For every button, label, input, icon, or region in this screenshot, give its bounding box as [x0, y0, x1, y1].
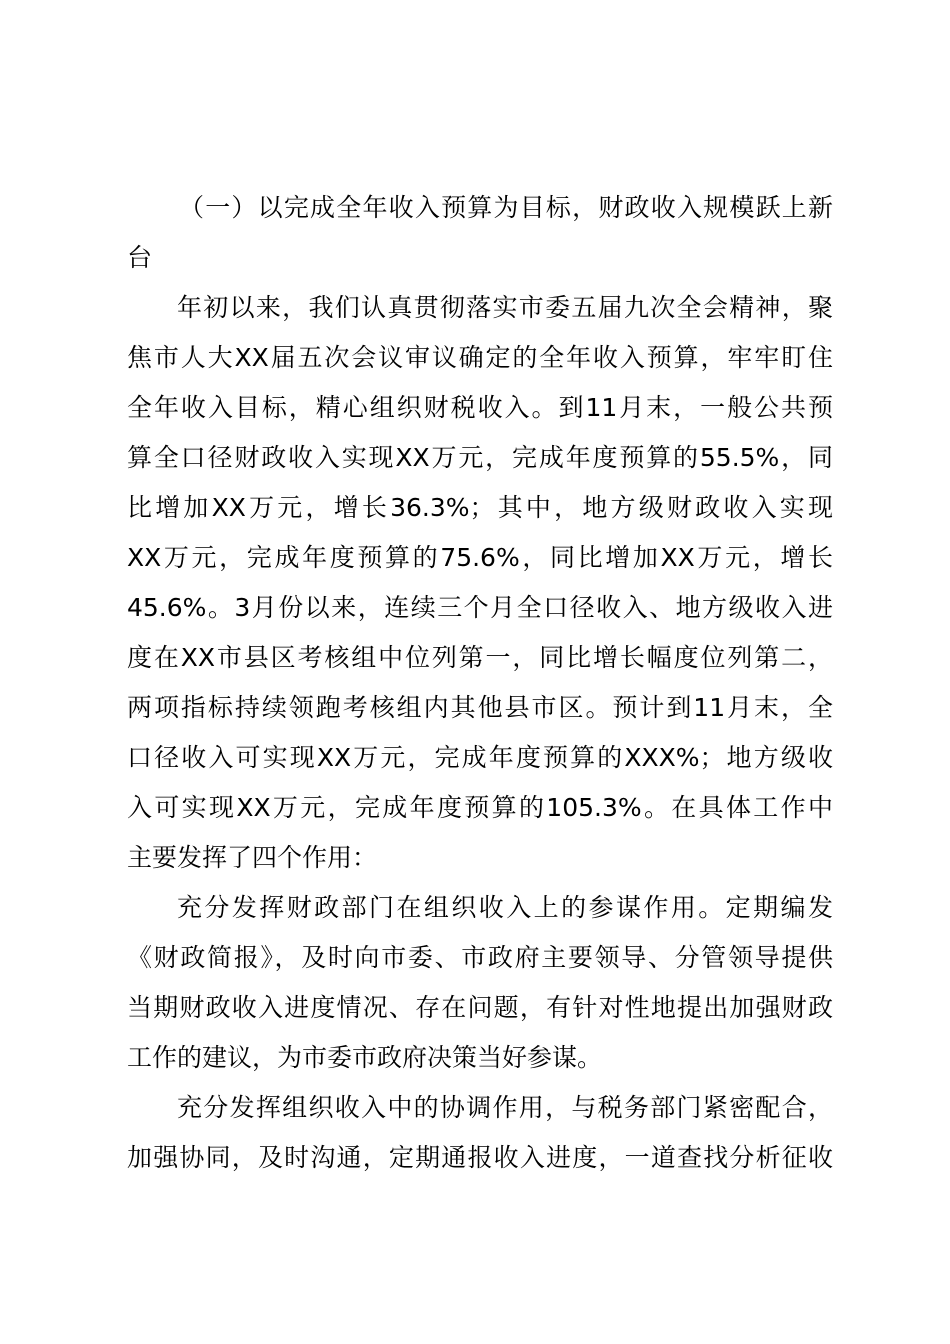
- paragraph-line: 口径收入可实现XX万元，完成年度预算的XXX%；地方级收: [127, 743, 833, 772]
- paragraph-line: 加强协同，及时沟通，定期通报收入进度，一道查找分析征收: [127, 1143, 833, 1172]
- paragraph-line: 工作的建议，为市委市政府决策当好参谋。: [127, 1043, 603, 1072]
- paragraph-line: 年初以来，我们认真贯彻落实市委五届九次全会精神，聚: [177, 293, 833, 322]
- paragraph-line: 算全口径财政收入实现XX万元，完成年度预算的55.5%，同: [127, 443, 833, 472]
- paragraph-line: 度在XX市县区考核组中位列第一，同比增长幅度位列第二，: [127, 643, 833, 672]
- paragraph-line: 入可实现XX万元，完成年度预算的105.3%。在具体工作中: [127, 793, 833, 822]
- paragraph-line: 比增加XX万元，增长36.3%；其中，地方级财政收入实现: [127, 493, 833, 522]
- paragraph-line: 焦市人大XX届五次会议审议确定的全年收入预算，牢牢盯住: [127, 343, 833, 372]
- paragraph-coordination-role: [127, 1083, 833, 1183]
- paragraph-line: 《财政简报》，及时向市委、市政府主要领导、分管领导提供: [127, 943, 833, 972]
- paragraph-line: 充分发挥财政部门在组织收入上的参谋作用。定期编发: [177, 893, 833, 922]
- section-heading: [127, 183, 833, 283]
- paragraph-line: 主要发挥了四个作用：: [127, 843, 378, 872]
- paragraph-line: XX万元，完成年度预算的75.6%，同比增加XX万元，增长: [127, 543, 833, 572]
- paragraph-line: 两项指标持续领跑考核组内其他县市区。预计到11月末，全: [127, 693, 833, 722]
- paragraph-advisory-role: [127, 883, 833, 1083]
- heading-line: 台: [127, 243, 153, 272]
- paragraph-line: 当期财政收入进度情况、存在问题，有针对性地提出加强财政: [127, 993, 833, 1022]
- paragraph-line: 全年收入目标，精心组织财税收入。到11月末，一般公共预: [127, 393, 833, 422]
- document-body: [127, 183, 833, 1183]
- heading-line: （一）以完成全年收入预算为目标，财政收入规模跃上新: [179, 193, 833, 222]
- paragraph-line: 45.6%。3月份以来，连续三个月全口径收入、地方级收入进: [127, 593, 833, 622]
- paragraph-line: 充分发挥组织收入中的协调作用，与税务部门紧密配合，: [177, 1093, 833, 1122]
- paragraph-revenue-overview: [127, 283, 833, 883]
